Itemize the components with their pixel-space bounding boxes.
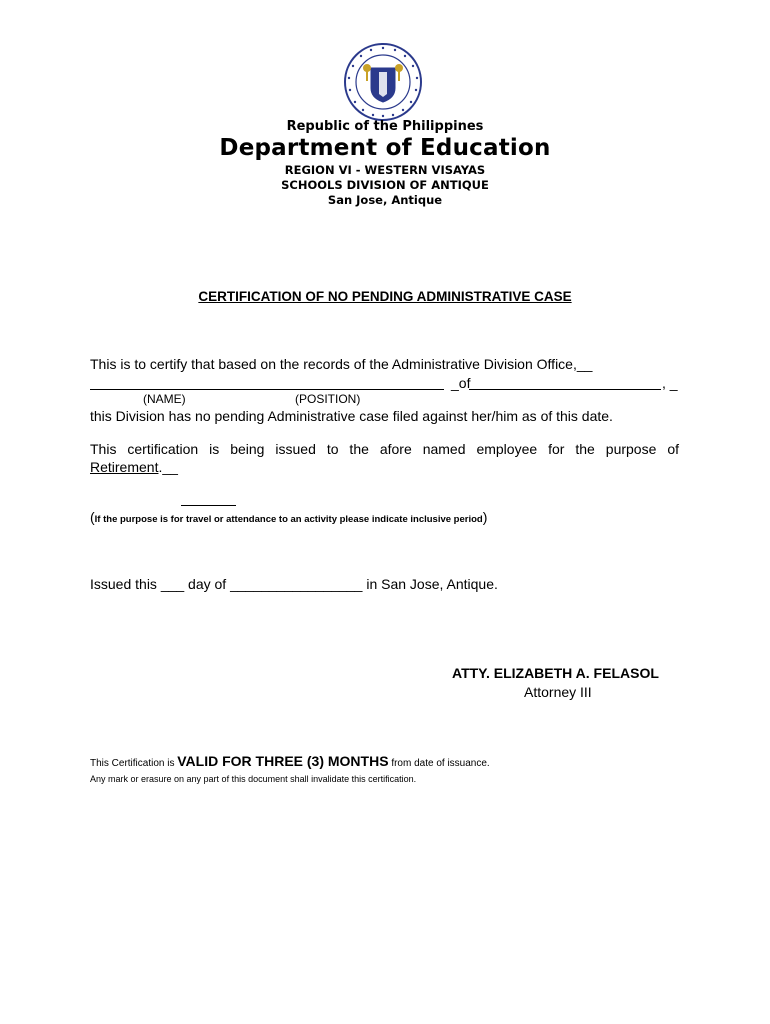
region-heading: REGION VI - WESTERN VISAYAS: [284, 163, 486, 177]
of-label: _of: [451, 375, 471, 391]
position-caption: (POSITION): [295, 392, 361, 406]
signatory-name: ATTY. ELIZABETH A. FELASOL: [452, 665, 659, 681]
issued-line: Issued this ___ day of _________________ in San Jose, Antique.: [90, 576, 498, 592]
document-title: CERTIFICATION OF NO PENDING ADMINISTRATIVE CASE: [198, 289, 572, 304]
no-pending-line: this Division has no pending Administrative case filed against her/him as of this date.: [90, 408, 613, 424]
purpose-value: Retirement: [90, 459, 159, 475]
validity-suffix: from date of issuance.: [388, 758, 490, 769]
validity-note: [90, 753, 490, 769]
department-heading: Department of Education: [219, 135, 551, 161]
republic-heading: Republic of the Philippines: [286, 119, 484, 134]
certify-line: This is to certify that based on the records of the Administrative Division Office,__: [90, 356, 593, 372]
travel-note-text: If the purpose is for travel or attendance to an activity please indicate inclusive period: [94, 514, 483, 525]
comma-tail: , _: [662, 375, 678, 391]
name-position-blank: [90, 389, 444, 390]
validity-prefix: This Certification is: [90, 758, 178, 769]
city-heading: San Jose, Antique: [327, 193, 443, 207]
purpose-tail: .__: [158, 459, 178, 475]
signatory-title: Attorney III: [524, 684, 592, 700]
office-blank: [469, 389, 661, 390]
period-blank: [181, 505, 236, 506]
name-caption: (NAME): [143, 392, 186, 406]
purpose-line: [90, 459, 178, 476]
validity-emphasis: VALID FOR THREE (3) MONTHS: [177, 753, 389, 769]
purpose-intro: This certification is being issued to the afore named employee for the purpose of: [90, 441, 679, 457]
division-heading: SCHOOLS DIVISION OF ANTIQUE: [281, 178, 489, 192]
travel-note: (If the purpose is for travel or attendance to an activity please indicate inclusive period): [90, 509, 488, 525]
erasure-warning: Any mark or erasure on any part of this document shall invalidate this certification.: [90, 774, 417, 784]
deped-seal-icon: [343, 42, 423, 122]
